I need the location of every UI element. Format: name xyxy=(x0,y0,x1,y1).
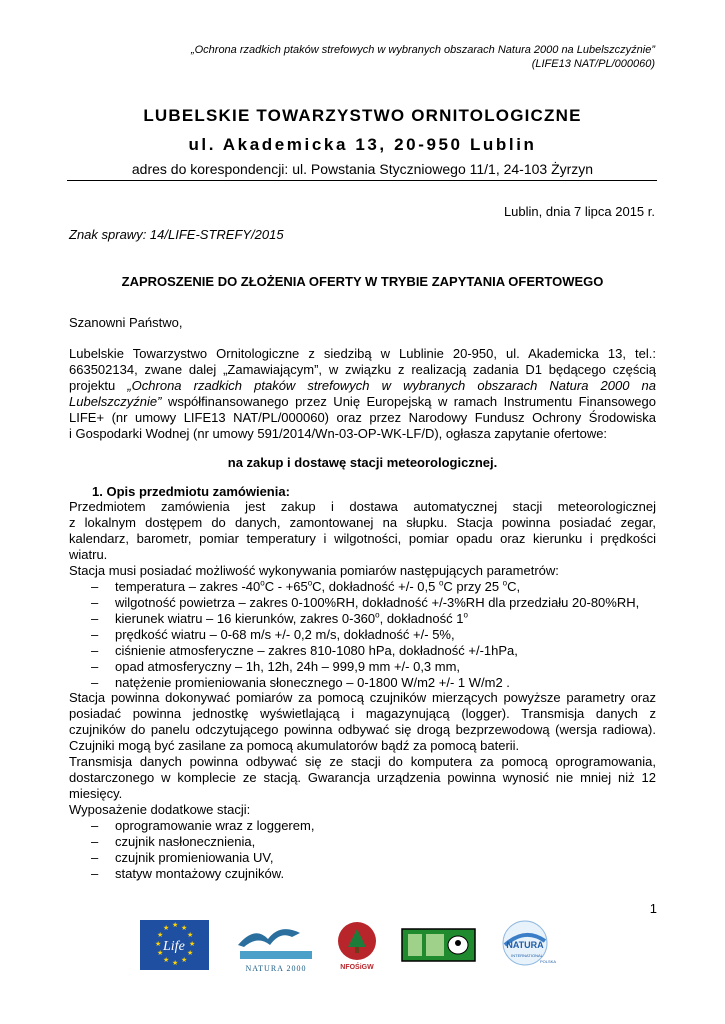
parameters-list xyxy=(69,579,669,691)
organization-name: LUBELSKIE TOWARZYSTWO ORNITOLOGICZNE xyxy=(143,106,582,125)
section-title: 1. Opis przedmiotu zamówienia: xyxy=(92,484,290,499)
natura-2000-logo xyxy=(238,929,312,973)
intro-text: współfinansowanego przez Unię Europejską w ramach Instrumentu Finansowego xyxy=(161,394,656,409)
list-item: – czujnik promieniowania UV, xyxy=(91,850,274,865)
requirements-line: Czujniki mogą być zasilane za pomocą akumulatorów bądź za pomocą baterii. xyxy=(69,738,520,753)
intro-line xyxy=(69,378,656,394)
list-item: – prędkość wiatru – 0-68 m/s +/- 0,2 m/s, dokładność +/- 5%, xyxy=(91,627,455,642)
transmission-line: miesięcy. xyxy=(69,786,123,801)
list-item: – statyw montażowy czujników. xyxy=(91,866,285,881)
transmission-line: dostarczonego w komplecie ze stacją. Gwarancja urządzenia powinna wynosić nie mniej niż 12 xyxy=(69,770,656,785)
svg-text:★: ★ xyxy=(155,940,162,948)
description-line: Przedmiotem zamówienia jest zakup i dostawa automatycznej stacji meteorologicznej xyxy=(69,499,656,514)
svg-text:NATURA 2000: NATURA 2000 xyxy=(245,964,307,973)
list-item: – wilgotność powietrza – zakres 0-100%RH, dokładność +/-3%RH dla przedziału 20-80%RH, xyxy=(91,595,640,610)
requirements-line: Stacja powinna dokonywać pomiarów za pomocą czujników mierzących powyższe parametry oraz xyxy=(69,690,656,705)
svg-text:★: ★ xyxy=(163,924,170,932)
list-item: – natężenie promieniowania słonecznego – 0-1800 W/m2 +/- 1 W/m2 . xyxy=(91,675,510,690)
svg-text:★: ★ xyxy=(181,956,188,964)
greeting: Szanowni Państwo, xyxy=(69,315,183,330)
page-number: 1 xyxy=(649,901,657,916)
project-title: „Ochrona rzadkich ptaków strefowych w wybranych obszarach Natura 2000 na Lubelszczyźnie” xyxy=(190,44,655,56)
requirements-line: czujników do panelu odczytującego powinna odbywać się drogą bezprzewodową (wersja radiowa). xyxy=(69,722,656,737)
list-item: – kierunek wiatru – 16 kierunków, zakres 0-360$^o$, dokładność 1$^o$ xyxy=(91,610,468,626)
intro-line: i Gospodarki Wodnej (nr umowy 591/2014/Wn-03-OP-WK-LF/D), ogłasza zapytanie ofertowe: xyxy=(69,426,608,441)
intro-line: LIFE+ (nr umowy LIFE13 NAT/PL/000060) oraz przez Narodowy Fundusz Ochrony Środowiska xyxy=(69,410,656,425)
section-body xyxy=(69,499,656,579)
svg-text:★: ★ xyxy=(181,924,188,932)
list-item: – ciśnienie atmosferyczne – zakres 810-1080 hPa, dokładność +/-1hPa, xyxy=(91,643,518,658)
svg-text:POLSKA: POLSKA xyxy=(539,959,557,964)
list-item: – opad atmosferyczny – 1h, 12h, 24h – 999,9 mm +/- 0,3 mm, xyxy=(91,659,461,674)
subject-line: na zakup i dostawę stacji meteorologicznej. xyxy=(227,455,498,470)
extras-intro: Wyposażenie dodatkowe stacji: xyxy=(69,802,251,817)
eu-life-logo xyxy=(140,920,209,970)
requirements-line: posiadać powinna jednostkę wyświetlającą i magazynującą (logger). Transmisja danych z xyxy=(69,706,656,721)
list-item: – temperatura – zakres $-40^oC - +65^oC$, dokładność +/- 0,5 $^o$C przy 25 $^o$C, xyxy=(91,578,521,594)
svg-text:★: ★ xyxy=(163,956,170,964)
project-name-italic: „Ochrona rzadkich ptaków strefowych w wybranych obszarach Natura 2000 na xyxy=(127,378,656,393)
list-item: – oprogramowanie wraz z loggerem, xyxy=(91,818,315,833)
svg-text:★: ★ xyxy=(157,949,164,957)
description-line: kalendarz, barometr, pomiar temperatury i wilgotności, pomiar opadu oraz kierunku i prędkości xyxy=(69,531,656,546)
params-intro: Stacja musi posiadać możliwość wykonywania pomiarów następujących parametrów: xyxy=(69,563,559,578)
description-line: wiatru. xyxy=(69,547,108,562)
date-line: Lublin, dnia 7 lipca 2015 r. xyxy=(503,204,655,219)
nfosigw-logo xyxy=(338,922,376,971)
intro-line xyxy=(69,394,656,410)
lto-logo xyxy=(402,929,475,961)
intro-text: projektu xyxy=(69,378,128,393)
intro-line: Lubelskie Towarzystwo Ornitologiczne z siedzibą w Lublinie 20-950, ul. Akademicka 13, tel.: xyxy=(69,346,656,361)
svg-text:★: ★ xyxy=(157,931,164,939)
list-item: – czujnik nasłonecznienia, xyxy=(91,834,256,849)
svg-text:INTERNATIONAL: INTERNATIONAL xyxy=(511,953,543,958)
transmission-line: Transmisja danych powinna odbywać się ze stacji do komputera za pomocą oprogramowania, xyxy=(69,754,656,769)
organization-address: ul. Akademicka 13, 20-950 Lublin xyxy=(188,135,537,154)
svg-text:Life: Life xyxy=(163,939,185,954)
sponsor-logos xyxy=(0,915,725,975)
project-name-italic: Lubelszczyźnie” xyxy=(69,394,162,409)
intro-line: 663502134, zwane dalej „Zamawiającym”, w związku z realizacją zadania D1 będącego częścią xyxy=(69,362,656,377)
document-title: ZAPROSZENIE DO ZŁOŻENIA OFERTY W TRYBIE ZAPYTANIA OFERTOWEGO xyxy=(121,274,604,289)
svg-text:NFOŚiGW: NFOŚiGW xyxy=(340,964,374,971)
extras-list xyxy=(69,818,669,882)
project-number: (LIFE13 NAT/PL/000060) xyxy=(531,58,655,70)
svg-text:★: ★ xyxy=(172,921,179,929)
svg-text:★: ★ xyxy=(187,931,194,939)
natura-international-logo xyxy=(503,921,556,965)
svg-text:★: ★ xyxy=(189,940,196,948)
intro-paragraph xyxy=(69,346,656,442)
requirements-paragraph xyxy=(69,690,656,818)
svg-text:★: ★ xyxy=(172,959,179,967)
svg-text:NATURA: NATURA xyxy=(506,940,544,950)
header-divider xyxy=(67,180,657,181)
case-reference: Znak sprawy: 14/LIFE-STREFY/2015 xyxy=(69,227,284,242)
svg-text:★: ★ xyxy=(187,949,194,957)
description-line: z lokalnym dostępem do danych, zamontowanej na słupku. Stacja powinna posiadać zegar, xyxy=(69,515,656,530)
project-header xyxy=(55,43,655,71)
correspondence-address: adres do korespondencji: ul. Powstania Styczniowego 11/1, 24-103 Żyrzyn xyxy=(131,161,594,177)
